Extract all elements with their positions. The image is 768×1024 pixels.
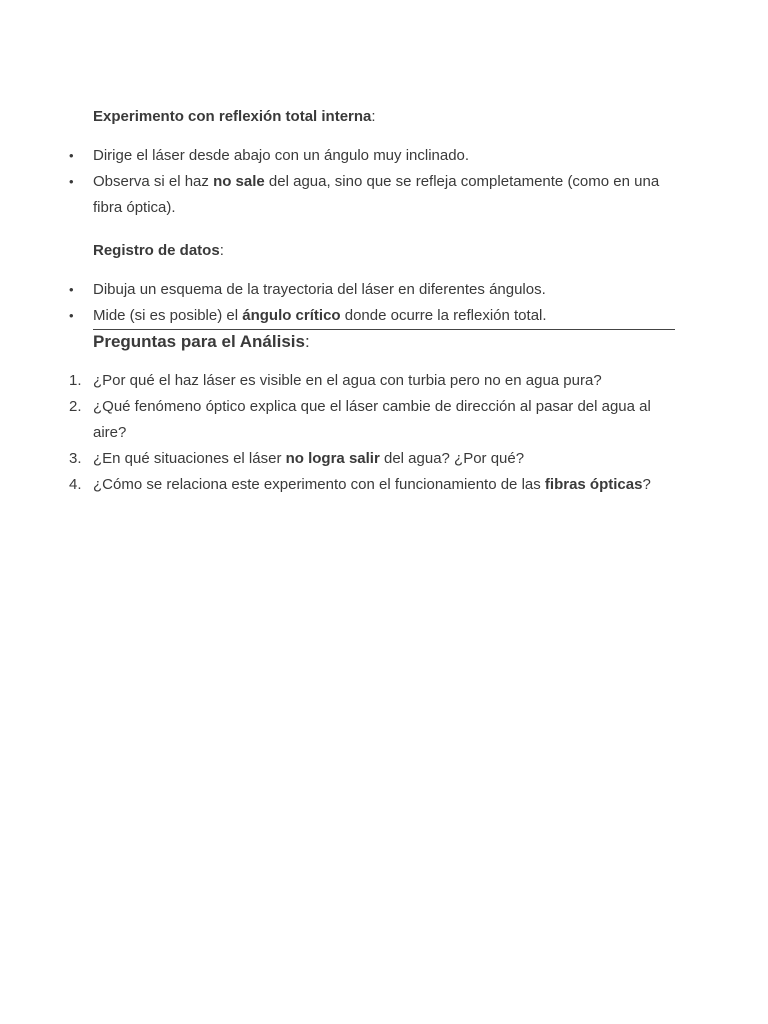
list-item-text: ¿Por qué el haz láser es visible en el agua con turbia pero no en agua pura? (93, 372, 602, 389)
section-heading-data-record (93, 239, 675, 263)
heading-colon: : (371, 108, 376, 125)
list-item-text: del agua, sino que se refleja completamente (como en una fibra óptica). (93, 173, 660, 216)
list-item (69, 472, 675, 498)
list-item-text: del agua? ¿Por qué? (379, 450, 525, 467)
list-item-text: Dirige el láser desde abajo con un ángulo muy inclinado. (93, 147, 470, 164)
heading-colon: : (219, 242, 224, 259)
section-heading-label: Registro de datos (93, 242, 220, 259)
list-item (69, 368, 675, 394)
list-item-text: ? (642, 476, 651, 493)
list-item (69, 277, 675, 303)
heading-colon: : (304, 332, 310, 351)
list-item (69, 143, 675, 169)
list-item-text: ¿Cómo se relaciona este experimento con el funcionamiento de las (93, 476, 545, 493)
list-item-bold-text: no sale (213, 173, 265, 190)
bullet-marker: • (69, 174, 74, 189)
list-item (69, 446, 675, 472)
list-item-text: Dibuja un esquema de la trayectoria del láser en diferentes ángulos. (93, 281, 546, 298)
data-record-list (69, 277, 675, 329)
number-marker: 3. (69, 450, 82, 467)
number-marker: 4. (69, 476, 82, 493)
list-item-text: Observa si el haz (93, 173, 214, 190)
section-heading-questions (93, 330, 675, 354)
bullet-marker: • (69, 308, 74, 323)
experiment-steps-list (69, 143, 675, 221)
section-heading-experiment (93, 105, 675, 129)
list-item (69, 394, 675, 446)
list-item-text: Mide (si es posible) el (93, 307, 243, 324)
list-item-bold-text: no logra salir (285, 450, 380, 467)
section-heading-label: Preguntas para el Análisis (93, 332, 305, 351)
section-heading-label: Experimento con reflexión total interna (93, 108, 372, 125)
list-item-bold-text: ángulo crítico (242, 307, 341, 324)
bullet-marker: • (69, 282, 74, 297)
list-item (69, 169, 675, 221)
list-item-text: ¿En qué situaciones el láser (93, 450, 286, 467)
list-item-text: donde ocurre la reflexión total. (340, 307, 547, 324)
list-item-bold-text: fibras ópticas (544, 476, 643, 493)
number-marker: 2. (69, 398, 82, 415)
document-content (69, 105, 675, 498)
number-marker: 1. (69, 372, 82, 389)
analysis-questions-list (69, 368, 675, 498)
bullet-marker: • (69, 148, 74, 163)
list-item-text: ¿Qué fenómeno óptico explica que el láser cambie de dirección al pasar del agua al aire? (93, 398, 651, 441)
list-item (69, 303, 675, 329)
